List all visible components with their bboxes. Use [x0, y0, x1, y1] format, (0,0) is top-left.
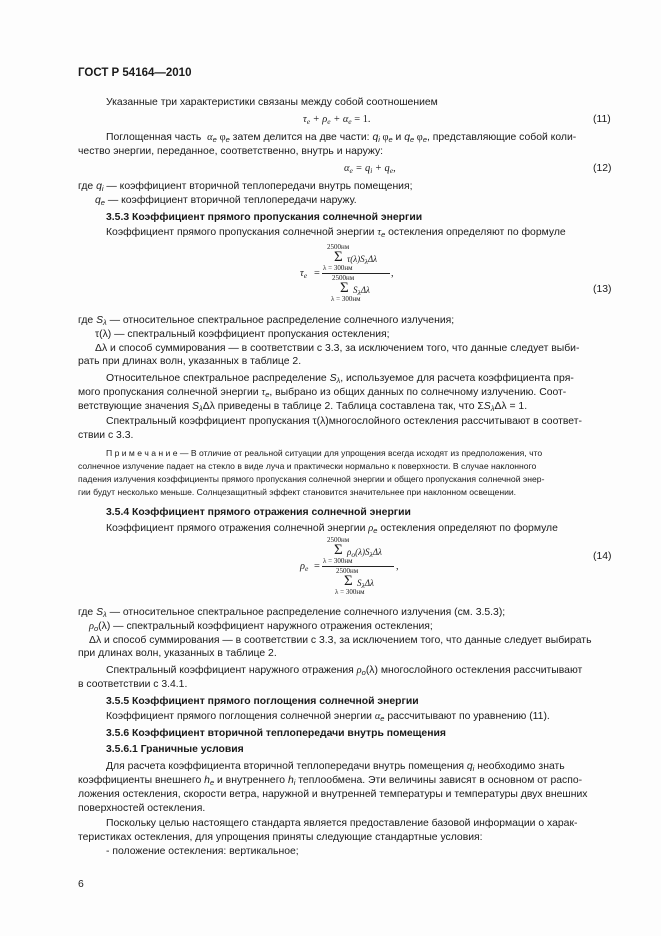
equation-14: $\rho_e$ = 2500нм Σ $\rho_o(\lambda)S_\lambda\Delta\lambda$ λ = 300нм 2500нм Σ $S_\lambda\Delta\lambda$ λ = 300нм , [300, 536, 399, 596]
equation-11-number: (11) [593, 114, 611, 125]
note-label: П р и м е ч а н и е — [106, 448, 189, 458]
equation-12-number: (12) [593, 163, 612, 174]
equation-14-number: (14) [593, 551, 612, 562]
note-line4: гии будут несколько меньше. Солнцезащитный эффект становится значительнее при наклонном освещении. [78, 487, 517, 497]
where-delta-lambda: Δλ и способ суммирования — в соответствии с 3.3, за исключением того, что данные следует выби- [95, 343, 580, 354]
where-s-lambda-2: где $S_\lambda$ — относительное спектральное распределение солнечного излучения (см. 3.5.3); [78, 607, 506, 619]
paragraph-boundary-line3: ложения остекления, скорости ветра, наружной и внутренней температуры и температуры двух внешних [78, 789, 588, 800]
paragraph-boundary-line4: поверхностей остекления. [78, 803, 206, 814]
section-3-5-6-1-title: 3.5.6.1 Граничные условия [106, 744, 244, 755]
paragraph-absorbed-line2: чество энергии, переданное, соответственно, внутрь и наружу: [78, 146, 384, 157]
section-3-5-6-title: 3.5.6 Коэффициент вторичной теплопередачи внутрь помещения [106, 728, 446, 739]
paragraph-purpose-line2: теристиках остекления, для упрощения приняты следующие стандартные условия: [78, 832, 483, 843]
section-3-5-4-intro: Коэффициент прямого отражения солнечной энергии $\rho_e$ остекления определяют по формуле [106, 523, 558, 535]
page-number: 6 [78, 879, 84, 890]
note-line1: П р и м е ч а н и е — В отличие от реальной ситуации для упрощения всегда исходят из предположения, что [106, 448, 543, 458]
paragraph-relative-line1: Относительное спектральное распределение $S_\lambda$, используемое для расчета коэффициента пря- [106, 373, 574, 385]
paragraph-spectral-reflect-line1: Спектральный коэффициент наружного отражения $\rho_o(\lambda)$ многослойного остекления рассчитывают [106, 665, 583, 677]
equation-11: $\tau_e + \rho_e + \alpha_e = 1$. [303, 114, 371, 126]
equation-13-number: (13) [593, 284, 612, 295]
where-delta-lambda-2-cont: при длинах волн, указанных в таблице 2. [78, 648, 277, 659]
section-3-5-5-text: Коэффициент прямого поглощения солнечной энергии $\alpha_e$ рассчитывают по уравнению (11). [106, 711, 550, 723]
note-line2: солнечное излучение падает на стекло в виде луча и практически нормально к поверхности. В случае наклонного [78, 461, 537, 471]
paragraph-relative-line3: ветствующие значения $S_\lambda\Delta\lambda$ приведены в таблице 2. Таблица составлена так, что $\Sigma S_\lambda\Delta\lambda = 1$. [78, 401, 528, 413]
equation-12: $\alpha_e = q_i + q_e$, [344, 163, 396, 175]
paragraph-relative-line2: мого пропускания солнечной энергии $\tau_e$, выбрано из общих данных по солнечному излучению. Соот- [78, 387, 567, 399]
list-item-position: - положение остекления: вертикальное; [106, 846, 299, 857]
paragraph-spectral-reflect-line2: в соответствии с 3.4.1. [78, 679, 188, 690]
where-tau-lambda: τ(λ) — спектральный коэффициент пропускания остекления; [95, 329, 390, 340]
note-line3: падения излучения коэффициенты прямого пропускания солнечной энергии и общего пропускания солнечной энер- [78, 474, 545, 484]
paragraph-boundary-line2: коэффициенты внешнего $h_e$ и внутреннего $h_i$ теплообмена. Эти величины зависят в основном от распо- [78, 775, 583, 787]
section-3-5-5-title: 3.5.5 Коэффициент прямого поглощения солнечной энергии [106, 696, 419, 707]
paragraph-boundary-line1: Для расчета коэффициента вторичной теплопередачи внутрь помещения $q_i$ необходимо знать [106, 761, 565, 773]
paragraph-purpose-line1: Поскольку целью настоящего стандарта является предоставление базовой информации о харак- [106, 818, 578, 829]
where-delta-lambda-2: Δλ и способ суммирования — в соответствии с 3.3, за исключением того, что данные следует выбирать [89, 635, 592, 646]
section-3-5-3-intro: Коэффициент прямого пропускания солнечной энергии $\tau_e$ остекления определяют по формуле [106, 227, 566, 239]
paragraph-spectral-line2: ствии с 3.3. [78, 430, 134, 441]
section-3-5-3-title: 3.5.3 Коэффициент прямого пропускания солнечной энергии [106, 212, 423, 223]
section-3-5-4-title: 3.5.4 Коэффициент прямого отражения солнечной энергии [106, 507, 411, 518]
where-s-lambda: где $S_\lambda$ — относительное спектральное распределение солнечного излучения; [78, 315, 455, 327]
where-qe: $q_e$ — коэффициент вторичной теплопередачи наружу. [95, 195, 357, 207]
paragraph-spectral-line1: Спектральный коэффициент пропускания τ(λ)многослойного остекления рассчитывают в соответ- [106, 416, 582, 427]
document-header: ГОСТ Р 54164—2010 [78, 67, 192, 79]
equation-13: $\tau_e$ = 2500нм Σ $\tau(\lambda)S_\lambda\Delta\lambda$ λ = 300нм 2500нм Σ $S_\lambda\Delta\lambda$ λ = 300нм , [300, 243, 394, 303]
paragraph-relation-intro: Указанные три характеристики связаны между собой соотношением [106, 97, 438, 108]
where-qi: где $q_i$ — коэффициент вторичной теплопередачи внутрь помещения; [78, 181, 413, 193]
paragraph-absorbed-line1: Поглощенная часть $\alpha_e$ $\varphi_e$ затем делится на две части: $q_i$ $\varphi_e$ и $q_e$ $\varphi_e$, представляющие собой коли- [106, 132, 577, 144]
where-rho-lambda: $\rho_o(\lambda)$ — спектральный коэффициент наружного отражения остекления; [89, 621, 433, 633]
where-delta-lambda-cont: рать при длинах волн, указанных в таблице 2. [78, 356, 302, 367]
